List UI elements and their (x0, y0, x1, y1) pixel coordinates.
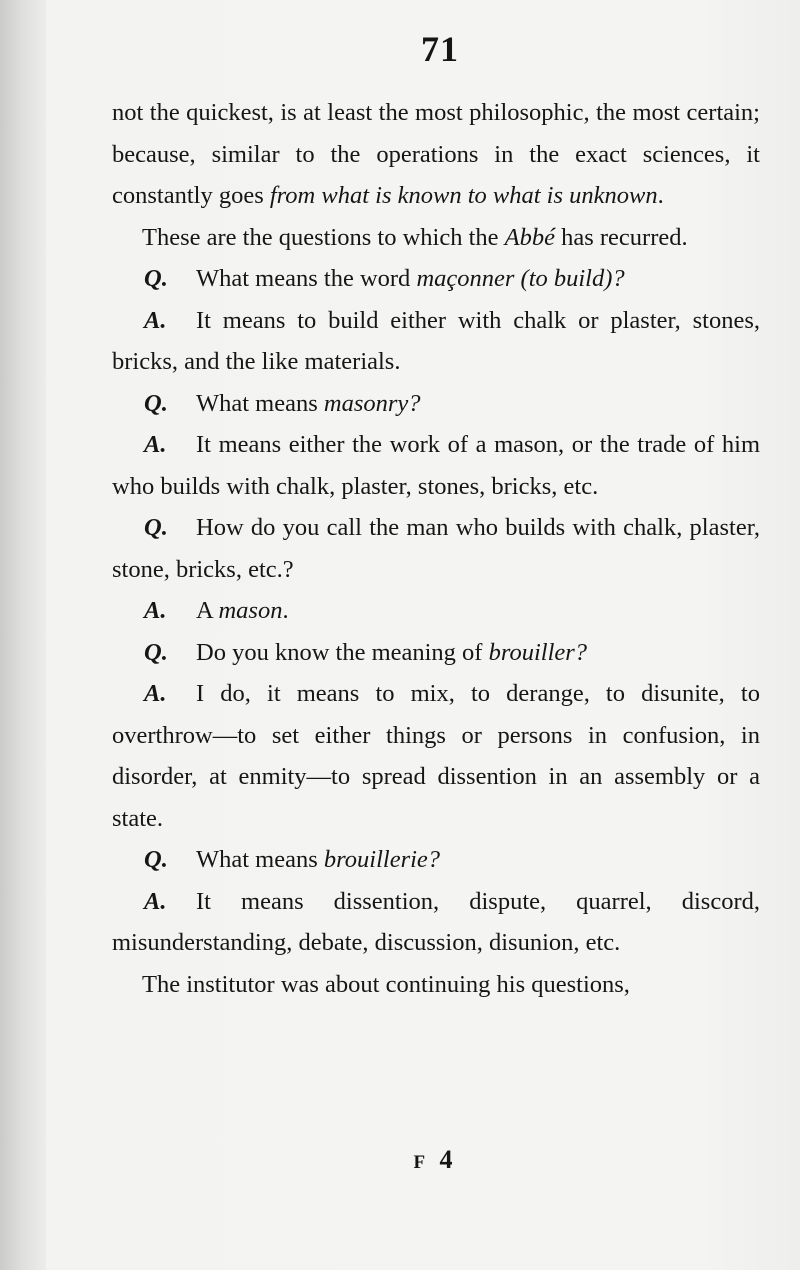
text-run: What means the word (196, 265, 417, 292)
text-run: not the quickest, is at least the most philosophic, the most certain; because, similar to the operations in the exact sciences, it constantly goes (112, 99, 760, 209)
page-body-text (112, 92, 760, 1005)
text-run: What means (196, 846, 324, 873)
text-run: It means to build either with chalk or plaster, stones, bricks, and the like materials. (112, 306, 760, 375)
question-label: Q. (144, 265, 168, 292)
answer-paragraph (112, 590, 760, 632)
text-run: Do you know the meaning of (196, 638, 489, 666)
question-paragraph (112, 839, 760, 881)
text-run: It means dissention, dispute, quarrel, discord, misunderstanding, debate, discussion, disunion, etc. (112, 887, 760, 956)
question-paragraph (112, 258, 760, 300)
question-paragraph (112, 507, 760, 590)
text-run: It means either the work of a mason, or the trade of him who builds with chalk, plaster, stones, bricks, etc. (112, 431, 760, 500)
text-run: has recurred. (554, 223, 688, 251)
question-paragraph (112, 632, 760, 674)
answer-label: A. (144, 680, 167, 707)
text-run: A (196, 597, 219, 624)
text-run: How do you call the man who builds with chalk, plaster, stone, bricks, etc.? (112, 514, 760, 583)
answer-paragraph (112, 673, 760, 839)
body-paragraph (112, 964, 760, 1006)
answer-label: A. (144, 597, 167, 624)
answer-paragraph (112, 300, 760, 383)
question-label: Q. (144, 514, 168, 541)
italic-text-run: masonry? (323, 389, 421, 417)
printer-signature-mark (0, 1145, 800, 1175)
italic-text-run: brouillerie? (323, 846, 441, 873)
answer-label: A. (144, 306, 167, 334)
text-run: I do, it means to mix, to derange, to disunite, to overthrow—to set either things or persons in confusion, in disorder, at enmity—to spread dissention in an assembly or a state. (112, 680, 760, 832)
question-label: Q. (144, 846, 168, 873)
italic-text-run: maçonner (to build)? (416, 265, 625, 292)
text-run: These are the questions to which the (142, 223, 505, 251)
body-paragraph (112, 92, 760, 217)
text-run: What means (196, 389, 324, 417)
text-run: . (657, 182, 664, 209)
text-run: . (282, 597, 289, 624)
question-label: Q. (144, 389, 168, 417)
answer-label: A. (144, 431, 167, 458)
italic-text-run: Abbé (504, 223, 555, 251)
italic-text-run: brouiller? (488, 638, 588, 666)
page-gutter-shadow (0, 0, 46, 1270)
text-run: The institutor was about continuing his questions, (142, 970, 630, 998)
page-number: 71 (421, 29, 459, 69)
answer-paragraph (112, 424, 760, 507)
italic-text-run: from what is known to what is unknown (269, 182, 658, 209)
italic-text-run: mason (218, 597, 283, 624)
signature-number: 4 (439, 1145, 457, 1174)
question-label: Q. (144, 638, 168, 666)
question-paragraph (112, 383, 760, 425)
signature-letter: F (413, 1152, 430, 1173)
answer-paragraph (112, 881, 760, 964)
answer-label: A. (144, 887, 167, 915)
body-paragraph (112, 217, 760, 259)
